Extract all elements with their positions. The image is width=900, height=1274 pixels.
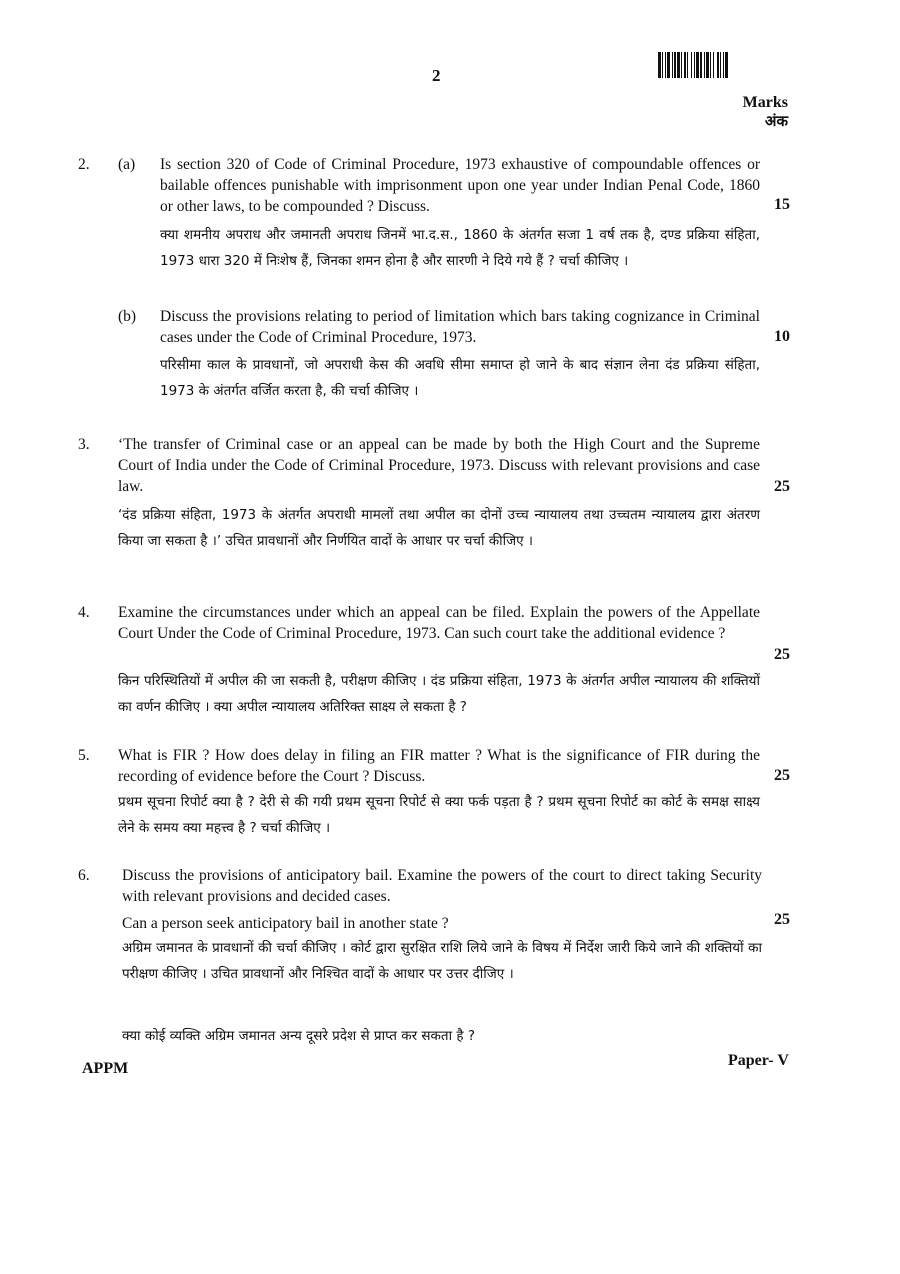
footer-paper: Paper- V: [728, 1052, 789, 1069]
question-text-hi: अग्रिम जमानत के प्रावधानों की चर्चा कीजिए । कोर्ट द्वारा सुरक्षित राशि लिये जाने के विषय में निर्देश जारी किये जाने की शक्तियों का परीक्षण कीजिए । उचित प्रावधानों और निश्चित वादों के आधार पर उत्तर दीजिए ।: [122, 940, 762, 982]
question-text-en: Discuss the provisions of anticipatory bail. Examine the powers of the court to direct taking Security with relevant provisions and decided cases.: [122, 867, 762, 905]
question-text-hi: किन परिस्थितियों में अपील की जा सकती है, परीक्षण कीजिए । दंड प्रक्रिया संहिता, 1973 के अंतर्गत अपील न्यायालय की शक्तियों का वर्णन कीजिए । क्या अपील न्यायालय अतिरिक्त साक्ष्य ले सकता है ?: [118, 673, 760, 715]
footer-code: APPM: [82, 1060, 129, 1077]
question-text-en: Discuss the provisions relating to period of limitation which bars taking cognizance in Criminal cases under the Code of Criminal Procedure, 1973.: [160, 308, 760, 346]
question-number: 2.: [78, 156, 90, 173]
question-marks: 15: [774, 196, 790, 213]
question-number: 4.: [78, 604, 90, 621]
question-text-en: What is FIR ? How does delay in filing an FIR matter ? What is the significance of FIR during the recording of evidence before the Court ? Discuss.: [118, 747, 760, 785]
question-text-hi: प्रथम सूचना रिपोर्ट क्या है ? देरी से की गयी प्रथम सूचना रिपोर्ट से क्या फर्क पड़ता है ? प्रथम सूचना रिपोर्ट का कोर्ट के समक्ष साक्ष्य लेने के समय क्या महत्त्व है ? चर्चा कीजिए ।: [118, 794, 760, 836]
question-number: 3.: [78, 436, 90, 453]
marks-header: [743, 94, 788, 130]
question-number: 6.: [78, 867, 90, 884]
question-text-en: ‘The transfer of Criminal case or an appeal can be made by both the High Court and the Supreme Court of India under the Code of Criminal Procedure, 1973. Discuss with relevant provisions and case law.: [118, 436, 760, 495]
question-marks: 25: [774, 767, 790, 784]
question-text-hi-2: क्या कोई व्यक्ति अग्रिम जमानत अन्य दूसरे प्रदेश से प्राप्त कर सकता है ?: [122, 1028, 476, 1044]
question-part: (b): [118, 308, 137, 325]
question-marks: 25: [774, 478, 790, 495]
question-part: (a): [118, 156, 136, 173]
question-text-en: Is section 320 of Code of Criminal Procedure, 1973 exhaustive of compoundable offences or bailable offences punishable with imprisonment upon one year under Indian Penal Code, 1860 or other laws, to be compounded ? Discuss.: [160, 156, 760, 215]
question-text-hi: ‘दंड प्रक्रिया संहिता, 1973 के अंतर्गत अपराधी मामलों तथा अपील का दोनों उच्च न्यायालय तथा उच्चतम न्यायालय द्वारा अंतरण किया जा सकता है ।’ उचित प्रावधानों और निर्णयित वादों के आधार पर चर्चा कीजिए ।: [118, 507, 760, 549]
question-marks: 10: [774, 328, 790, 345]
page-number: 2: [432, 66, 441, 85]
question-text-en: Examine the circumstances under which an appeal can be filed. Explain the powers of the Appellate Court Under the Code of Criminal Procedure, 1973. Can such court take the additional evidence ?: [118, 604, 760, 642]
question-text-en-2: Can a person seek anticipatory bail in another state ?: [122, 915, 449, 932]
marks-header-en: Marks: [742, 94, 788, 111]
question-text-hi: परिसीमा काल के प्रावधानों, जो अपराधी केस की अवधि सीमा समाप्त हो जाने के बाद संज्ञान लेना दंड प्रक्रिया संहिता, 1973 के अंतर्गत वर्जित करता है, की चर्चा कीजिए ।: [160, 357, 760, 399]
question-text-hi: क्या शमनीय अपराध और जमानती अपराध जिनमें भा.द.स., 1860 के अंतर्गत सजा 1 वर्ष तक है, दण्ड प्रक्रिया संहिता, 1973 धारा 320 में निःशेष हैं, जिनका शमन होना है और सारणी ने दिये गये हैं ? चर्चा कीजिए ।: [160, 227, 760, 269]
question-marks: 25: [774, 911, 790, 928]
question-number: 5.: [78, 747, 90, 764]
marks-header-hi: अंक: [765, 112, 788, 130]
question-marks: 25: [774, 646, 790, 663]
barcode: [658, 52, 786, 78]
